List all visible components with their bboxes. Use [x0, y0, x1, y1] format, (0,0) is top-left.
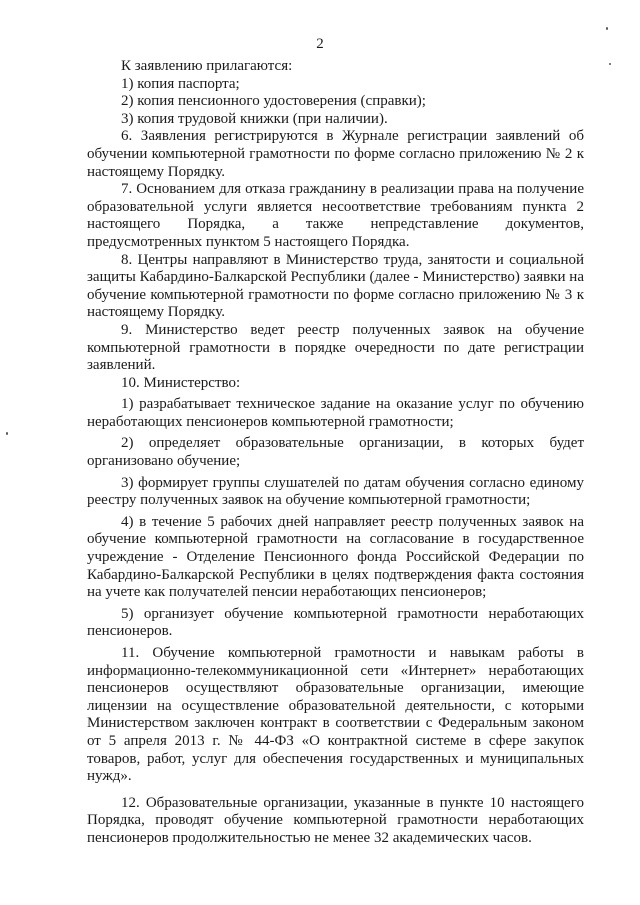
- document-body: [87, 58, 584, 848]
- scan-speck: [6, 432, 8, 435]
- page-number: 2: [316, 36, 324, 52]
- scan-speck: [609, 63, 611, 65]
- scan-speck: [606, 27, 608, 30]
- paragraph-item-9: 9. Министерство ведет реестр полученных заявок на обучение компьютерной грамотности в порядке очередности по дате регистрации заявлений.: [87, 321, 584, 374]
- paragraph-item-11: 11. Обучение компьютерной грамотности и навыкам работы в информационно-телекоммуникационной сети «Интернет» неработающих пенсионеров осуществляют образовательные организации, имеющие лицензии на осуществление образовательной деятельности, с которыми Министерством заключен контракт в соответствии с Федеральным законом от 5 апреля 2013 г. № 44-ФЗ «О контрактной системе в сфере закупок товаров, работ, услуг для обеспечения государственных и муниципальных нужд».: [87, 645, 584, 785]
- paragraph-attachment-1: 1) копия паспорта;: [121, 75, 240, 92]
- paragraph-attachment-2: 2) копия пенсионного удостоверения (справки);: [121, 93, 426, 110]
- paragraph-attachment-3: 3) копия трудовой книжки (при наличии).: [121, 110, 388, 127]
- paragraph-item-10-1: 1) разрабатывает техническое задание на оказание услуг по обучению неработающих пенсионеров компьютерной грамотности;: [87, 396, 584, 430]
- paragraph-item-10-4: 4) в течение 5 рабочих дней направляет реестр полученных заявок на обучение компьютерной грамотности на согласование в государственное учреждение - Отделение Пенсионного фонда Российской Федерации по Кабардино-Балкарской Республики в целях подтверждения факта состояния на учете как получателей пенсии неработающих пенсионеров;: [87, 513, 584, 601]
- paragraph-attachments-intro: К заявлению прилагаются:: [121, 58, 293, 74]
- paragraph-item-6: 6. Заявления регистрируются в Журнале регистрации заявлений об обучении компьютерной грамотности по форме согласно приложению № 2 к настоящему Порядку.: [87, 128, 584, 180]
- paragraph-item-8: 8. Центры направляют в Министерство труда, занятости и социальной защиты Кабардино-Балкарской Республики (далее - Министерство) заявки на обучение компьютерной грамотности по форме согласно приложению № 3 к настоящему Порядку.: [87, 251, 584, 321]
- paragraph-item-12: 12. Образовательные организации, указанные в пункте 10 настоящего Порядка, проводят обучение компьютерной грамотности неработающих пенсионеров продолжительностью не менее 32 академических часов.: [87, 794, 584, 846]
- paragraph-item-10-3: 3) формирует группы слушателей по датам обучения согласно единому реестру полученных заявок на обучение компьютерной грамотности;: [87, 474, 584, 509]
- paragraph-item-10-5: 5) организует обучение компьютерной грамотности неработающих пенсионеров.: [87, 605, 584, 640]
- paragraph-item-10: 10. Министерство:: [121, 374, 241, 391]
- paragraph-item-7: 7. Основанием для отказа гражданину в реализации права на получение образовательной услуги является несоответствие требованиям пункта 2 настоящего Порядка, а также непредставление документов, предусмотренных пунктом 5 настоящего Порядка.: [87, 181, 584, 250]
- paragraph-item-10-2: 2) определяет образовательные организации, в которых будет организовано обучение;: [87, 435, 584, 470]
